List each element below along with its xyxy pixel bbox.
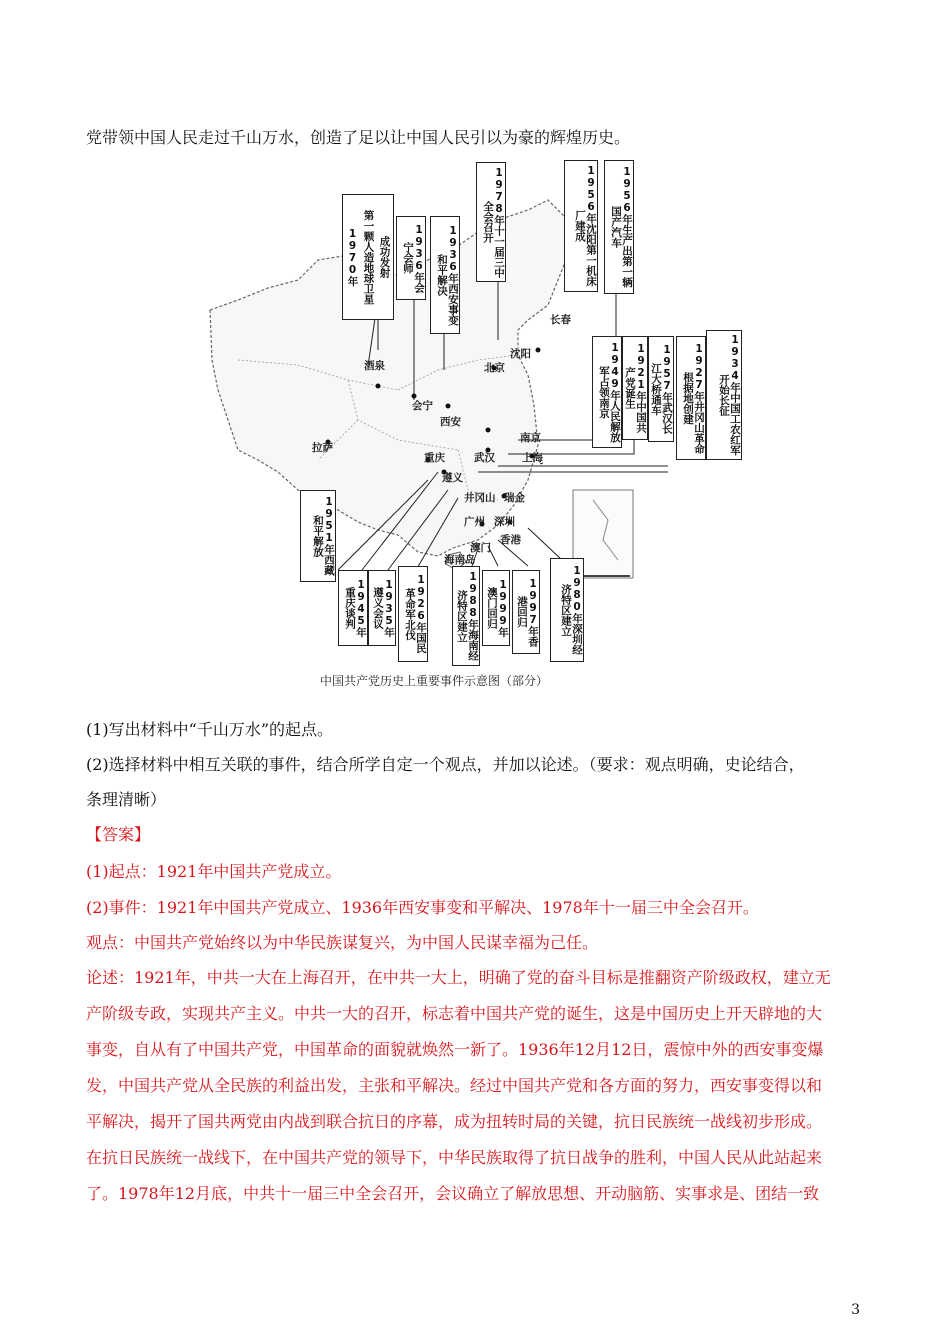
city-wuhan: 武汉 — [474, 452, 495, 464]
answer-essay-line: 事变，自从有了中国共产党，中国革命的面貌就焕然一新了。1936年12月12日，震惊中外的西安事变爆 — [86, 1040, 824, 1059]
event-box-machine: 1956年沈阳第一机床厂建成 — [564, 160, 598, 292]
page-number: 3 — [851, 1302, 860, 1318]
event-box-bridge: 1957年武汉长江大桥通车 — [648, 336, 674, 442]
map-caption: 中国共产党历史上重要事件示意图（部分） — [320, 674, 549, 688]
city-jinggangshan: 井冈山 — [464, 492, 496, 504]
city-aomen: 澳门 — [470, 542, 491, 554]
event-box-nanjing: 1949年人民解放军占领南京 — [592, 336, 622, 448]
city-beijing: 北京 — [484, 362, 505, 374]
history-map-figure — [198, 160, 741, 692]
answer-essay-line: 论述：1921年，中共一大在上海召开，在中共一大上，明确了党的奋斗目标是推翻资产阶级政权，建立无 — [86, 968, 831, 987]
city-changchun: 长春 — [550, 314, 571, 326]
event-box-march: 1934年中国工农红军开始长征 — [706, 330, 742, 460]
answer-1: (1)起点：1921年中国共产党成立。 — [86, 862, 342, 881]
event-box-plenum: 1978年十一届三中全会召开 — [476, 162, 506, 282]
city-nanjing: 南京 — [520, 432, 541, 444]
event-box-tibet: 1951年西藏和平解放 — [300, 490, 336, 582]
question-1: (1)写出材料中“千山万水”的起点。 — [86, 720, 334, 739]
city-shenyang: 沈阳 — [510, 348, 531, 360]
satellite-line-b: 1970年 — [346, 227, 359, 287]
satellite-line-c: 成功发射 — [378, 236, 391, 278]
city-zunyi: 遵义 — [442, 472, 463, 484]
city-lasa: 拉萨 — [312, 442, 333, 454]
city-shenzhen: 深圳 — [494, 516, 515, 528]
event-box-party: 1921年中国共产党诞生 — [622, 336, 648, 440]
city-ruijin: 瑞金 — [504, 492, 525, 504]
event-box-hainan: 1988年海南经济特区建立 — [452, 566, 480, 666]
event-box-zunyi: 1935年遵义会议 — [368, 570, 396, 646]
event-box-northern: 1926年国民革命军北伐 — [398, 566, 428, 662]
event-box-shenzhen: 1980年深圳经济特区建立 — [550, 558, 584, 662]
event-box-hongkong: 1997年香港回归 — [512, 570, 540, 654]
answer-2: (2)事件：1921年中国共产党成立、1936年西安事变和平解决、1978年十一届三中全会召开。 — [86, 898, 759, 917]
event-box-car: 1956年生产出第一辆国产汽车 — [604, 160, 634, 294]
city-chongqing: 重庆 — [424, 452, 445, 464]
answer-essay-line: 发，中国共产党从全民族的利益出发，主张和平解决。经过中国共产党和各方面的努力，西安事变得以和 — [86, 1076, 823, 1095]
event-box-jinggang: 1927年井冈山革命根据地创建 — [676, 336, 706, 460]
city-hainan: 海南岛 — [444, 554, 476, 566]
event-box-macau: 1999年澳门回归 — [482, 570, 510, 646]
answer-essay-line: 产阶级专政，实现共产主义。中共一大的召开，标志着中国共产党的诞生，这是中国历史上开天辟地的大 — [86, 1004, 823, 1023]
city-guangzhou: 广州 — [464, 516, 485, 528]
question-2-line-1: (2)选择材料中相互关联的事件，结合所学自定一个观点，并加以论述。（要求：观点明确，史论结合， — [86, 755, 805, 774]
city-xianggang: 香港 — [500, 534, 521, 546]
event-box-satellite — [342, 194, 394, 320]
answer-essay-line: 了。1978年12月底，中共十一届三中全会召开，会议确立了解放思想、开动脑筋、实事求是、团结一致 — [86, 1184, 820, 1203]
answer-view: 观点：中国共产党始终以为中华民族谋复兴，为中国人民谋幸福为己任。 — [86, 933, 599, 952]
city-huining: 会宁 — [412, 400, 433, 412]
answer-essay-line: 平解决，揭开了国共两党由内战到联合抗日的序幕，成为扭转时局的关键，抗日民族统一战线初步形成。 — [86, 1112, 823, 1131]
answer-label: 【答案】 — [86, 825, 151, 844]
event-box-chongqing: 1945年重庆谈判 — [338, 570, 368, 646]
city-shanghai: 上海 — [522, 452, 543, 464]
event-box-huining: 1936年会宁会师 — [396, 216, 426, 300]
city-xian: 西安 — [440, 416, 461, 428]
intro-text: 党带领中国人民走过千山万水，创造了足以让中国人民引以为豪的辉煌历史。 — [86, 128, 631, 147]
city-jiuquan: 酒泉 — [364, 360, 385, 372]
event-box-xian: 1936年西安事变和平解决 — [430, 216, 460, 334]
question-2-line-2: 条理清晰） — [86, 790, 167, 809]
answer-essay-line: 在抗日民族统一战线下，在中国共产党的领导下，中华民族取得了抗日战争的胜利，中国人民从此站起来 — [86, 1148, 823, 1167]
satellite-line-a: 第一颗人造地球卫星 — [362, 209, 375, 305]
